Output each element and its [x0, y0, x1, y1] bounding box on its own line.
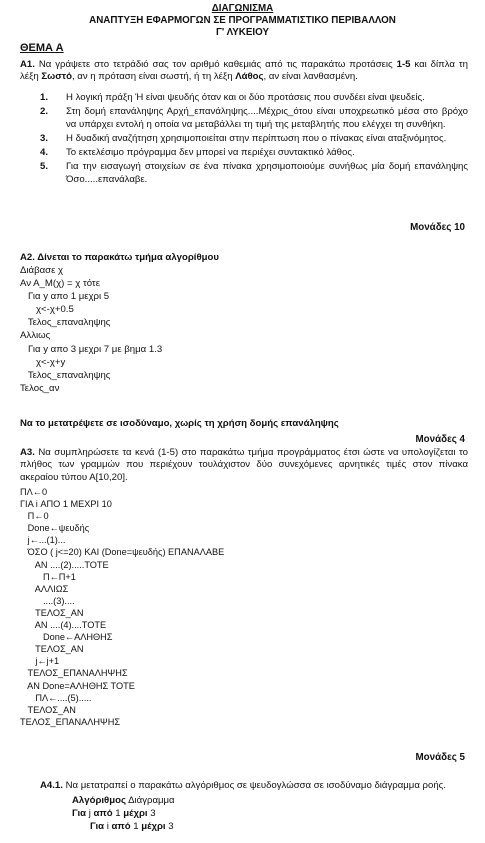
- code-line: Done←ψευδής: [20, 523, 90, 534]
- code-line: Αν Α_Μ(χ) = χ τότε: [20, 278, 101, 290]
- a2-title: Α2. Δίνεται το παρακάτω τμήμα αλγορίθμου: [20, 252, 219, 263]
- list-item: 2. Στη δομή επανάληψης Αρχή_επανάληψης....Μέχρις_ότου είναι υποχρεωτικό μέσα στο βρόχο να υπάρχει εντολή η οποία να μεταβάλλει τη τιμή της μεταβλητής που ελέγχει τη συνθήκη.: [40, 106, 468, 130]
- code-line: Διάβασε χ: [20, 265, 64, 276]
- code-line: ΠΛ←....(5).....: [20, 692, 92, 703]
- a41-algorithm-line: Αλγόριθμος Διάγραμμα: [72, 795, 175, 806]
- list-item: 1. Η λογική πράξη Ή είναι ψευδής όταν και οι δύο προτάσεις που συνδέει είναι ψευδείς.: [40, 92, 425, 103]
- code-line: ΌΣΟ ( j<=20) ΚΑΙ (Done=ψευδής) ΕΠΑΝΑΛΑΒΕ: [20, 547, 225, 558]
- a3-instructions: Α3. Να συμπληρώσετε τα κενά (1-5) στο παρακάτω τμήμα προγράμματος έτσι ώστε να υπολογίζεται το πλήθος των γραμμών που περιέχουν τουλάχιστον δύο συνεχόμενες αρνητικές τιμές στον πίνακα ακεραίου τύπου Α[10,20].: [20, 447, 468, 483]
- header-grade: Γ' ΛΥΚΕΙΟΥ: [216, 27, 269, 38]
- a41-instructions: Α4.1. Να μετατραπεί ο παρακάτω αλγόριθμος σε ψευδογλώσσα σε ισοδύναμο διάγραμμα ροής.: [40, 780, 446, 791]
- code-line: Τελος_αν: [20, 382, 60, 394]
- code-line: Για y απο 3 μεχρι 7 με βημα 1.3: [20, 343, 163, 355]
- code-line: Για y απο 1 μεχρι 5: [20, 291, 110, 303]
- list-item: 5. Για την εισαγωγή στοιχείων σε ένα πίνακα χρησιμοποιούμε συνήθως μία δομή επανάληψης Όσο.....επανάλαβε.: [40, 161, 468, 185]
- theme-a-heading: ΘΕΜΑ Α: [20, 42, 64, 54]
- code-line: j←...(1)...: [20, 535, 66, 546]
- code-line: χ<-χ+y: [20, 356, 66, 368]
- code-line: ΑΝ ....(4)....ΤΟΤΕ: [20, 620, 107, 631]
- header-subject: ΑΝΑΠΤΥΞΗ ΕΦΑΡΜΟΓΩΝ ΣΕ ΠΡΟΓΡΑΜΜΑΤΙΣΤΙΚΟ ΠΕΡΙΒΑΛΛΟΝ: [89, 15, 396, 26]
- code-line: ΓΙΑ i ΑΠΟ 1 ΜΕΧΡΙ 10: [20, 499, 112, 510]
- header-title: ΔΙΑΓΩΝΙΣΜΑ: [211, 3, 274, 14]
- a3-code-block: [20, 487, 460, 729]
- code-line: Αλλιως: [20, 330, 51, 342]
- a1-marks: Μονάδες 10: [410, 222, 465, 233]
- code-line: ΤΕΛΟΣ_ΕΠΑΝΑΛΗΨΗΣ: [20, 668, 128, 679]
- code-line: Π←0: [20, 511, 49, 522]
- list-item: 4. Το εκτελέσιμο πρόγραμμα δεν μπορεί να περιέχει συντακτικό λάθος.: [40, 147, 355, 159]
- a1-label: Α1.: [20, 59, 35, 70]
- code-line: Π←Π+1: [20, 571, 76, 582]
- code-line: ΤΕΛΟΣ_ΑΝ: [20, 644, 84, 655]
- a1-statement-list: [40, 92, 468, 188]
- code-line: j←j+1: [20, 656, 60, 667]
- code-line: ....(3)....: [20, 595, 75, 606]
- a41-outer-loop-line: Για j από 1 μέχρι 3: [72, 808, 156, 819]
- a2-code-block: [20, 265, 460, 396]
- code-line: ΑΝ ....(2).....ΤΟΤΕ: [20, 559, 109, 570]
- code-line: ΑΛΛΙΩΣ: [20, 583, 69, 594]
- code-line: χ<-χ+0.5: [20, 304, 74, 316]
- code-line: ΑΝ Done=ΑΛΗΘΗΣ ΤΟΤΕ: [20, 680, 135, 691]
- a3-label: Α3.: [20, 447, 35, 458]
- a3-marks: Μονάδες 5: [415, 752, 465, 763]
- code-line: ΤΕΛΟΣ_ΑΝ: [20, 704, 76, 715]
- a2-marks: Μονάδες 4: [415, 434, 465, 445]
- a2-task: Να το μετατρέψετε σε ισοδύναμο, χωρίς τη χρήση δομής επανάληψης: [20, 418, 339, 429]
- code-line: ΤΕΛΟΣ_ΑΝ: [20, 607, 84, 618]
- code-line: Τελος_επαναληψης: [20, 369, 111, 381]
- code-line: Τελος_επαναληψης: [20, 317, 111, 329]
- a41-inner-loop-line: Για i από 1 μέχρι 3: [90, 821, 174, 832]
- code-line: ΤΕΛΟΣ_ΕΠΑΝΑΛΗΨΗΣ: [20, 716, 121, 727]
- a1-instructions: Α1. Να γράψετε στο τετράδιό σας τον αριθμό καθεμιάς από τις παρακάτω προτάσεις 1-5 και δίπλα τη λέξη Σωστό, αν η πρόταση είναι σωστή, ή τη λέξη Λάθος, αν είναι λανθασμένη.: [20, 59, 468, 83]
- code-line: ΠΛ←0: [20, 487, 48, 497]
- list-item: 3. Η δυαδική αναζήτηση χρησιμοποιείται στην περίπτωση που ο πίνακας είναι αταξινόμητος.: [40, 132, 447, 144]
- a41-label: Α4.1.: [40, 780, 63, 791]
- code-line: Done←ΑΛΗΘΗΣ: [20, 632, 113, 643]
